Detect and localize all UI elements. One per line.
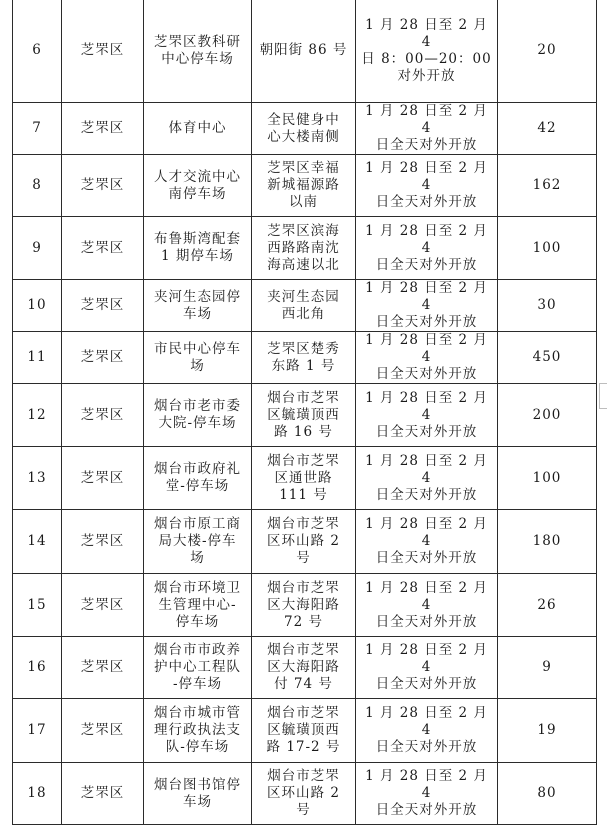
- lot-name-cell: 布鲁斯湾配套 1 期停车场: [144, 217, 252, 280]
- lot-name-cell: 夹河生态园停 车场: [144, 280, 252, 332]
- row-number: 9: [13, 217, 62, 280]
- row-number: 10: [13, 280, 62, 332]
- row-number: 16: [13, 637, 62, 699]
- row-number: 17: [13, 699, 62, 763]
- row-number: 6: [13, 0, 62, 103]
- open-time-cell: 1 月 28 日至 2 月 4 日全天对外开放: [356, 155, 498, 217]
- open-time-cell: 1 月 28 日至 2 月 4 日全天对外开放: [356, 332, 498, 384]
- lot-name-cell: 烟台市市政养 护中心工程队 -停车场: [144, 637, 252, 699]
- parking-lot-table: [12, 0, 597, 825]
- lot-name-cell: 烟台图书馆停 车场: [144, 763, 252, 825]
- lot-name-cell: 烟台市原工商 局大楼-停车 场: [144, 510, 252, 574]
- address-cell: 烟台市芝罘 区大海阳路 72 号: [252, 574, 356, 637]
- capacity-cell: 200: [498, 384, 597, 447]
- row-number: 18: [13, 763, 62, 825]
- district-cell: 芝罘区: [62, 332, 144, 384]
- table-row: [13, 332, 597, 384]
- open-time-cell: 1 月 28 日至 2 月 4 日全天对外开放: [356, 103, 498, 155]
- open-time-cell: 1 月 28 日至 2 月 4 日全天对外开放: [356, 384, 498, 447]
- table-row: [13, 763, 597, 825]
- row-number: 14: [13, 510, 62, 574]
- open-time-cell: 1 月 28 日至 2 月 4 日全天对外开放: [356, 280, 498, 332]
- address-cell: 烟台市芝罘 区环山路 2 号: [252, 763, 356, 825]
- capacity-cell: 100: [498, 447, 597, 510]
- address-cell: 芝罘区楚秀 东路 1 号: [252, 332, 356, 384]
- capacity-cell: 100: [498, 217, 597, 280]
- district-cell: 芝罘区: [62, 217, 144, 280]
- address-cell: 烟台市芝罘 区大海阳路 付 74 号: [252, 637, 356, 699]
- table-row: [13, 103, 597, 155]
- capacity-cell: 42: [498, 103, 597, 155]
- address-cell: 烟台市芝罘 区环山路 2 号: [252, 510, 356, 574]
- page-edge-marker: [599, 383, 607, 409]
- address-cell: 夹河生态园 西北角: [252, 280, 356, 332]
- open-time-cell: 1 月 28 日至 2 月 4 日全天对外开放: [356, 763, 498, 825]
- lot-name-cell: 市民中心停车 场: [144, 332, 252, 384]
- capacity-cell: 80: [498, 763, 597, 825]
- open-time-cell: 1 月 28 日至 2 月 4 日全天对外开放: [356, 510, 498, 574]
- lot-name-cell: 人才交流中心 南停车场: [144, 155, 252, 217]
- district-cell: 芝罘区: [62, 699, 144, 763]
- row-number: 13: [13, 447, 62, 510]
- table-row: [13, 510, 597, 574]
- district-cell: 芝罘区: [62, 510, 144, 574]
- table-row: [13, 447, 597, 510]
- table-row: [13, 699, 597, 763]
- lot-name-cell: 烟台市环境卫 生管理中心- 停车场: [144, 574, 252, 637]
- row-number: 7: [13, 103, 62, 155]
- open-time-cell: 1 月 28 日至 2 月 4 日全天对外开放: [356, 637, 498, 699]
- lot-name-cell: 体育中心: [144, 103, 252, 155]
- table-row: [13, 574, 597, 637]
- table-row: [13, 280, 597, 332]
- capacity-cell: 162: [498, 155, 597, 217]
- district-cell: 芝罘区: [62, 763, 144, 825]
- district-cell: 芝罘区: [62, 103, 144, 155]
- capacity-cell: 20: [498, 0, 597, 103]
- address-cell: 朝阳街 86 号: [252, 0, 356, 103]
- open-time-cell: 1 月 28 日至 2 月 4 日 8：00—20：00 对外开放: [356, 0, 498, 103]
- open-time-cell: 1 月 28 日至 2 月 4 日全天对外开放: [356, 217, 498, 280]
- address-cell: 芝罘区滨海 西路路南沈 海高速以北: [252, 217, 356, 280]
- address-cell: 芝罘区幸福 新城福源路 以南: [252, 155, 356, 217]
- capacity-cell: 9: [498, 637, 597, 699]
- address-cell: 全民健身中 心大楼南侧: [252, 103, 356, 155]
- table-row: [13, 637, 597, 699]
- capacity-cell: 180: [498, 510, 597, 574]
- capacity-cell: 19: [498, 699, 597, 763]
- capacity-cell: 30: [498, 280, 597, 332]
- open-time-cell: 1 月 28 日至 2 月 4 日全天对外开放: [356, 699, 498, 763]
- capacity-cell: 450: [498, 332, 597, 384]
- district-cell: 芝罘区: [62, 155, 144, 217]
- row-number: 8: [13, 155, 62, 217]
- row-number: 15: [13, 574, 62, 637]
- table-row: [13, 384, 597, 447]
- table-row: [13, 0, 597, 103]
- address-cell: 烟台市芝罘 区通世路 111 号: [252, 447, 356, 510]
- district-cell: 芝罘区: [62, 447, 144, 510]
- open-time-cell: 1 月 28 日至 2 月 4 日全天对外开放: [356, 447, 498, 510]
- open-time-cell: 1 月 28 日至 2 月 4 日全天对外开放: [356, 574, 498, 637]
- lot-name-cell: 芝罘区教科研 中心停车场: [144, 0, 252, 103]
- lot-name-cell: 烟台市老市委 大院-停车场: [144, 384, 252, 447]
- district-cell: 芝罘区: [62, 574, 144, 637]
- row-number: 12: [13, 384, 62, 447]
- address-cell: 烟台市芝罘 区毓璜顶西 路 17-2 号: [252, 699, 356, 763]
- table-row: [13, 155, 597, 217]
- capacity-cell: 26: [498, 574, 597, 637]
- district-cell: 芝罘区: [62, 637, 144, 699]
- district-cell: 芝罘区: [62, 0, 144, 103]
- table-body: [13, 0, 597, 825]
- address-cell: 烟台市芝罘 区毓璜顶西 路 16 号: [252, 384, 356, 447]
- row-number: 11: [13, 332, 62, 384]
- lot-name-cell: 烟台市政府礼 堂-停车场: [144, 447, 252, 510]
- table-row: [13, 217, 597, 280]
- lot-name-cell: 烟台市城市管 理行政执法支 队-停车场: [144, 699, 252, 763]
- district-cell: 芝罘区: [62, 280, 144, 332]
- district-cell: 芝罘区: [62, 384, 144, 447]
